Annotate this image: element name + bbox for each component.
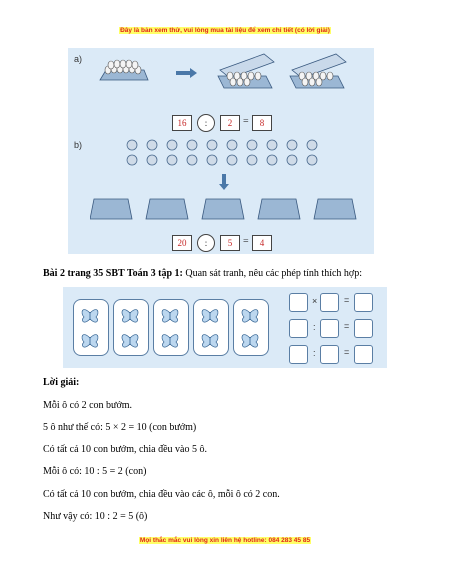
figure-division-illustration: [68, 48, 374, 254]
header-banner: Đây là bản xem thử, vui lòng mua tài liệu để xem chi tiết (có lời giải): [120, 27, 330, 34]
solution-line: Mỗi ô có 2 con bướm.: [43, 400, 133, 411]
butterfly-icons: [73, 299, 269, 356]
blank-box: [354, 293, 373, 312]
op-divide: :: [313, 322, 316, 332]
equation-b-equals: =: [243, 236, 249, 247]
op-divide: :: [313, 348, 316, 358]
blank-box: [289, 319, 308, 338]
blank-box: [320, 293, 339, 312]
exercise-prompt: Quan sát tranh, nêu các phép tính thích hợp:: [182, 268, 362, 279]
equation-b-operator: :: [197, 234, 215, 252]
exercise-heading: [43, 268, 362, 280]
balls-group-icon: [124, 138, 324, 168]
equation-b-result: 4: [252, 235, 272, 251]
solution-line: Mỗi ô có: 10 : 5 = 2 (con): [43, 466, 147, 477]
egg-carton-icon: [288, 52, 352, 92]
equation-b-divisor: 5: [220, 235, 240, 251]
blank-box: [289, 345, 308, 364]
blank-box: [320, 319, 339, 338]
part-a-label: a): [74, 54, 83, 64]
op-equals: =: [344, 347, 350, 357]
solution-line: Như vậy có: 10 : 2 = 5 (ô): [43, 511, 148, 522]
op-equals: =: [344, 321, 350, 331]
equation-a-result: 8: [252, 115, 272, 131]
equation-a-equals: =: [243, 116, 249, 127]
arrow-right-icon: [176, 68, 198, 78]
solution-line: Có tất cả 10 con bướm, chia đều vào 5 ô.: [43, 444, 207, 455]
equation-a-operator: :: [197, 114, 215, 132]
solution-heading: Lời giải:: [43, 377, 80, 388]
exercise-title: Bài 2 trang 35 SBT Toán 3 tập 1:: [43, 268, 183, 279]
op-equals: =: [344, 295, 350, 305]
footer-banner: Mọi thắc mắc vui lòng xin liên hệ hotline: 084 283 45 85: [139, 537, 311, 544]
blank-box: [289, 293, 308, 312]
part-b-label: b): [74, 140, 83, 150]
blank-box: [320, 345, 339, 364]
arrow-down-icon: [219, 174, 229, 190]
trays-group-icon: [90, 195, 360, 223]
equation-a-divisor: 2: [220, 115, 240, 131]
op-multiply: ×: [312, 296, 318, 306]
egg-pile-icon: [98, 56, 150, 86]
equation-a-dividend: 16: [172, 115, 192, 131]
equation-b-dividend: 20: [172, 235, 192, 251]
blank-box: [354, 345, 373, 364]
solution-line: Có tất cả 10 con bướm, chia đều vào các ô, mỗi ô có 2 con.: [43, 489, 280, 500]
figure-butterflies: [63, 287, 387, 368]
blank-box: [354, 319, 373, 338]
egg-carton-icon: [216, 52, 280, 92]
solution-line: 5 ô như thế có: 5 × 2 = 10 (con bướm): [43, 422, 197, 433]
